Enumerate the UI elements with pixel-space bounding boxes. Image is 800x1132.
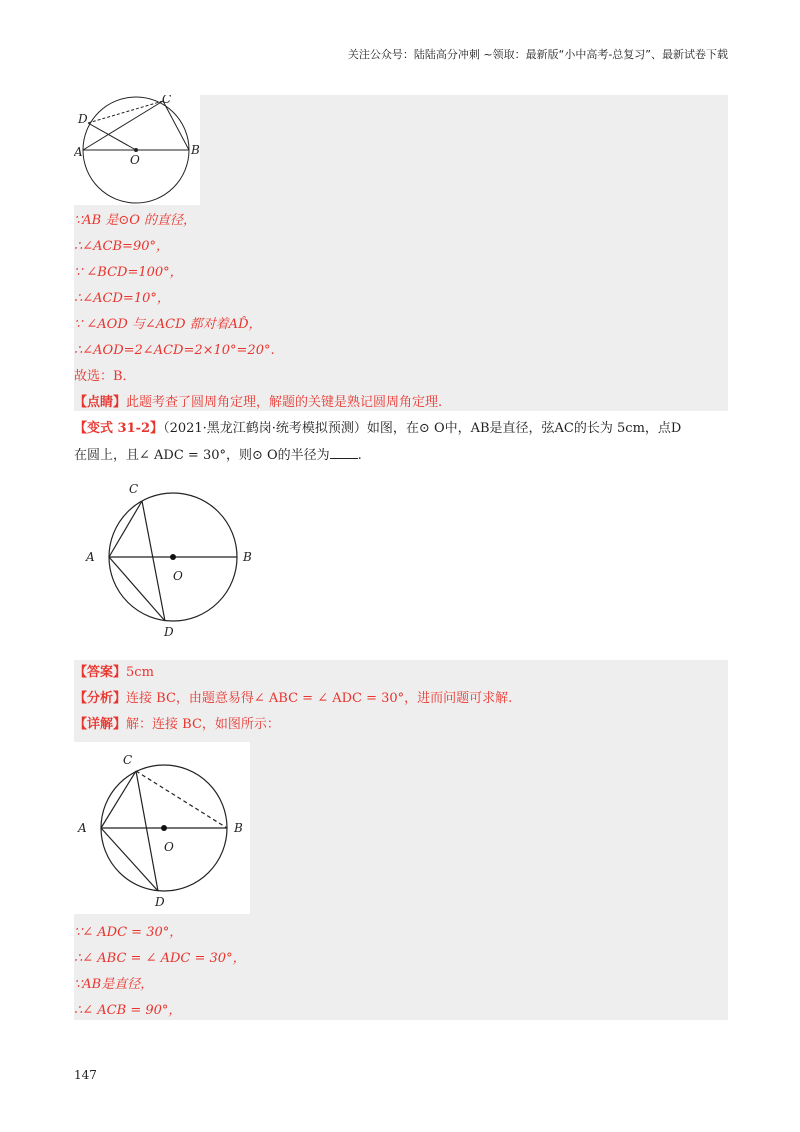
problem-text-2-end: . <box>357 448 362 463</box>
answer-tag: 【答案】 <box>74 665 127 680</box>
detail-line <box>74 716 280 734</box>
figure-circle-2 <box>80 478 260 643</box>
solution1-line-4: ∴∠ACD=10°， <box>74 291 170 306</box>
figure1-label-c: C <box>162 95 172 106</box>
page-number: 147 <box>74 1068 97 1082</box>
solution2-line-1: ∵∠ ADC = 30°， <box>74 925 183 940</box>
answer-value: 5cm <box>126 665 154 680</box>
solution1-line-2: ∴∠ACB=90°， <box>74 239 169 254</box>
solution2-line-4: ∴∠ ACB = 90°， <box>74 1003 182 1018</box>
analysis-text: 连接 BC，由题意易得∠ ABC = ∠ ADC = 30°，进而问题可求解. <box>126 691 513 706</box>
figure1-label-d: D <box>78 112 88 126</box>
figure1-label-o: O <box>130 153 140 167</box>
figure1-label-b: B <box>191 143 200 157</box>
figure3-label-c: C <box>123 753 133 767</box>
figure2-label-a: A <box>86 550 95 564</box>
figure3-label-a: A <box>78 821 87 835</box>
solution2-line-2: ∴∠ ABC = ∠ ADC = 30°， <box>74 951 246 966</box>
problem-text-2: 在圆上，且∠ ADC = 30°，则⊙ O的半径为 <box>74 448 330 463</box>
figure1-label-a: A <box>74 145 83 159</box>
solution2-line-3: ∵AB是直径， <box>74 977 154 992</box>
page-header: 关注公众号：陆陆高分冲刺 ~领取：最新版“小中高考-总复习”、最新试卷下载 <box>347 48 728 61</box>
solution1-line-6: ∴∠AOD=2∠ACD=2×10°=20°. <box>74 343 275 358</box>
figure2-label-c: C <box>129 482 139 496</box>
figure-circle-1 <box>74 95 200 205</box>
comment-text: 此题考查了圆周角定理，解题的关键是熟记圆周角定理. <box>126 395 443 410</box>
solution1-line-5: ∵ ∠AOD 与∠ACD 都对着AD̂， <box>74 317 262 332</box>
figure3-label-b: B <box>234 821 243 835</box>
figure-circle-3 <box>74 742 250 914</box>
comment-tag: 【点睛】 <box>74 395 127 410</box>
solution1-choice: 故选：B． <box>74 369 136 384</box>
figure2-label-o: O <box>173 569 183 583</box>
detail-tag: 【详解】 <box>74 717 127 732</box>
problem-source: （2021·黑龙江鹤岗·统考模拟预测） <box>163 421 367 436</box>
problem-tag: 【变式 31-2】 <box>74 421 164 436</box>
solution1-line-1: ∵AB 是⊙O 的直径， <box>74 213 197 228</box>
detail-text: 解：连接 BC，如图所示： <box>126 717 280 732</box>
problem-line-2 <box>74 446 362 465</box>
solution1-line-3: ∵ ∠BCD=100°， <box>74 265 183 280</box>
figure3-label-d: D <box>155 895 165 909</box>
problem-line-1 <box>74 420 681 438</box>
figure3-label-o: O <box>164 840 174 854</box>
analysis-tag: 【分析】 <box>74 691 127 706</box>
figure2-label-b: B <box>243 550 252 564</box>
solution1-comment <box>74 394 442 412</box>
analysis-line <box>74 690 512 708</box>
answer-blank <box>330 446 358 459</box>
answer-line <box>74 664 154 682</box>
problem-text-1: 如图，在⊙ O中，AB是直径，弦AC的长为 5cm，点D <box>366 421 682 436</box>
figure2-label-d: D <box>164 625 174 639</box>
